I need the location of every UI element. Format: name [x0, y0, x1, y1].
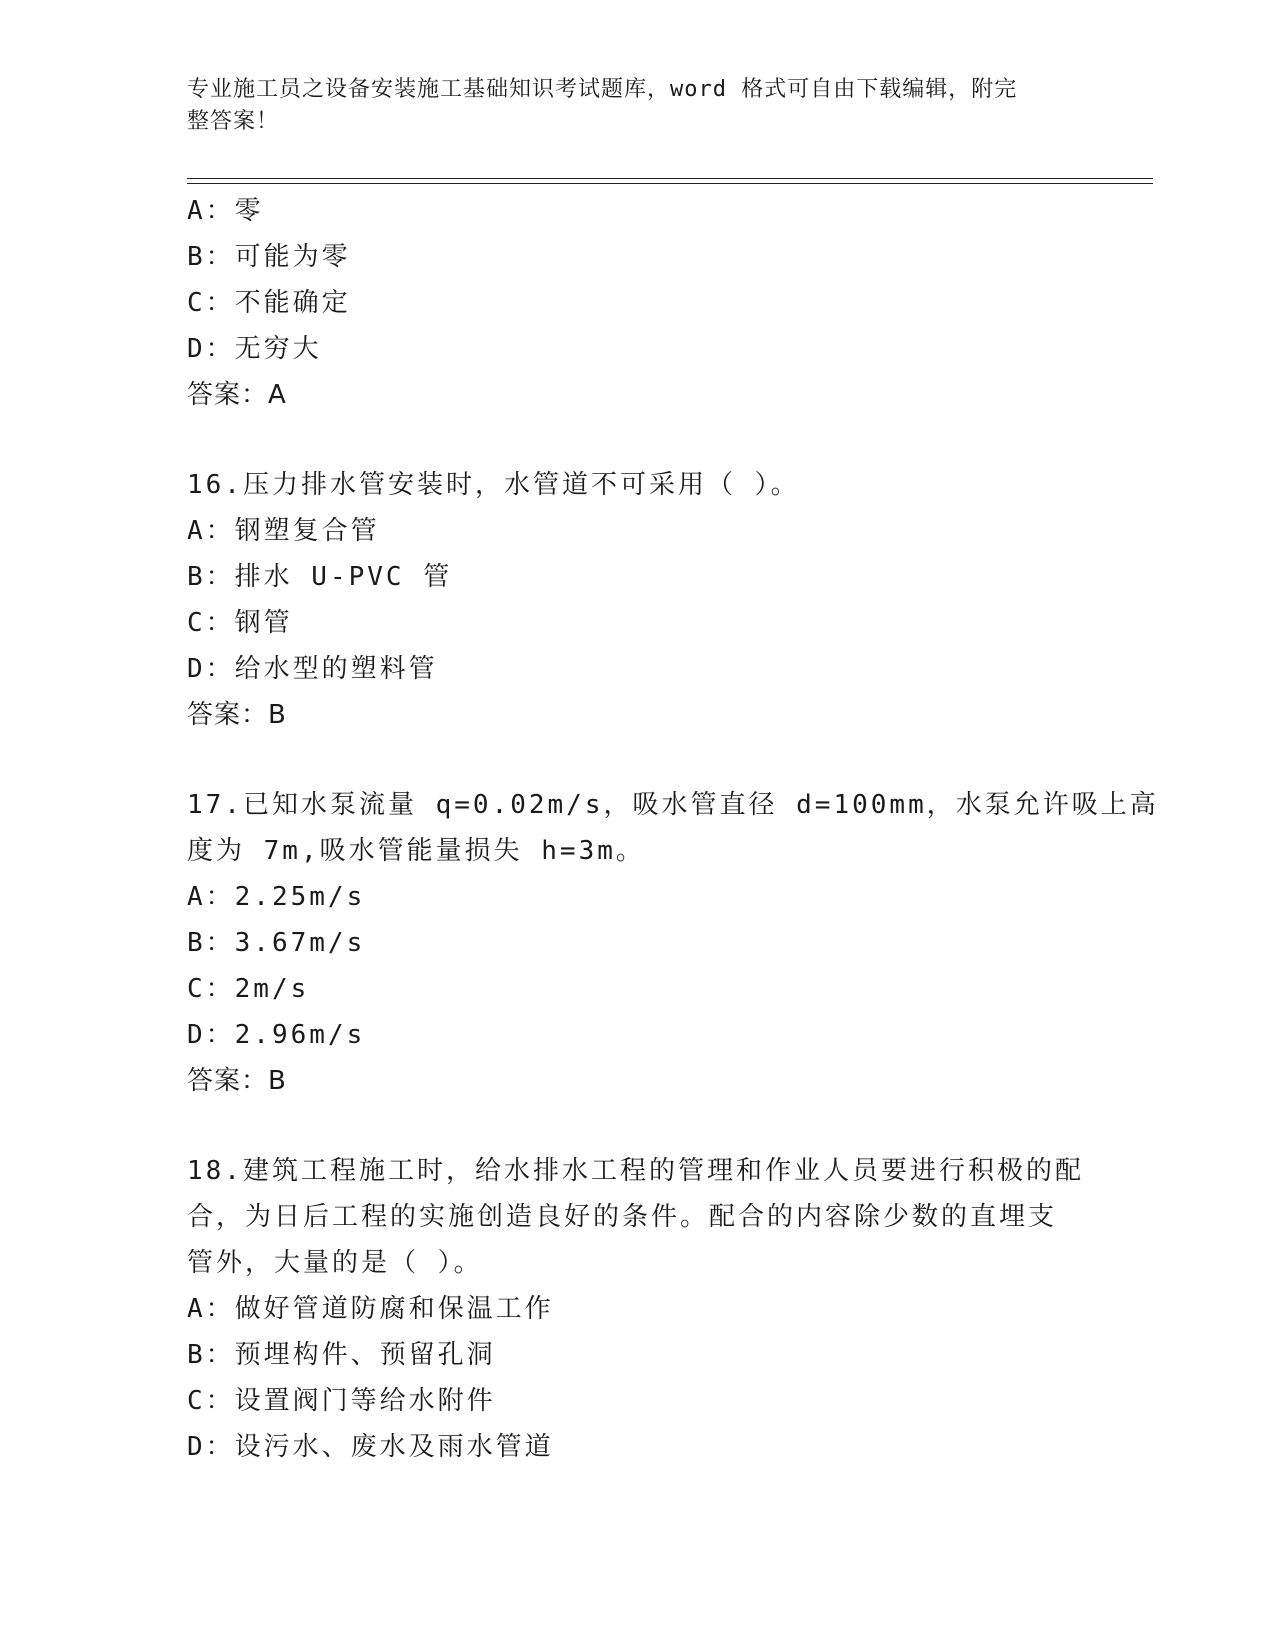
- answer: 答案：B: [187, 1066, 287, 1096]
- answer: 答案：A: [187, 380, 287, 410]
- question-17: [187, 782, 1159, 1104]
- option-d: D：给水型的塑料管: [187, 654, 438, 684]
- header-line-2: 整答案！: [187, 109, 280, 134]
- option-a: A：做好管道防腐和保温工作: [187, 1294, 554, 1324]
- option-c: C：不能确定: [187, 288, 351, 318]
- question-15: [187, 188, 1087, 418]
- document-header: [187, 74, 1067, 138]
- question-text-line-3: 管外，大量的是（ ）。: [187, 1248, 483, 1278]
- option-a: A：2.25m/s: [187, 882, 366, 912]
- question-text-line-1: 18.建筑工程施工时，给水排水工程的管理和作业人员要进行积极的配: [187, 1156, 1084, 1186]
- option-d: D：2.96m/s: [187, 1020, 366, 1050]
- option-a: A：零: [187, 196, 264, 226]
- option-c: C：设置阀门等给水附件: [187, 1386, 496, 1416]
- option-b: B：预埋构件、预留孔洞: [187, 1340, 496, 1370]
- spacer: [187, 1104, 1087, 1148]
- option-c: C：钢管: [187, 608, 293, 638]
- option-b: B：3.67m/s: [187, 928, 366, 958]
- header-divider-top: [187, 178, 1153, 179]
- question-text-line-2: 度为 7m,吸水管能量损失 h=3m。: [187, 836, 645, 866]
- question-18: [187, 1148, 1087, 1470]
- answer: 答案：B: [187, 700, 287, 730]
- spacer: [187, 738, 1087, 782]
- option-b: B：可能为零: [187, 242, 351, 272]
- question-text-line-2: 合，为日后工程的实施创造良好的条件。配合的内容除少数的直埋支: [187, 1202, 1058, 1232]
- option-d: D：无穷大: [187, 334, 322, 364]
- option-d: D：设污水、废水及雨水管道: [187, 1432, 554, 1462]
- header-line-1: 专业施工员之设备安装施工基础知识考试题库，word 格式可自由下载编辑，附完: [187, 77, 1018, 102]
- option-a: A：钢塑复合管: [187, 516, 380, 546]
- question-list: [187, 188, 1159, 1470]
- header-divider-bottom: [187, 183, 1153, 184]
- option-c: C：2m/s: [187, 974, 310, 1004]
- option-b: B：排水 U-PVC 管: [187, 562, 453, 592]
- question-text-line-1: 17.已知水泵流量 q=0.02m/s，吸水管直径 d=100mm，水泵允许吸上高: [187, 790, 1159, 820]
- question-text: 16.压力排水管安装时，水管道不可采用（ ）。: [187, 470, 800, 500]
- spacer: [187, 418, 1087, 462]
- question-16: [187, 462, 1087, 738]
